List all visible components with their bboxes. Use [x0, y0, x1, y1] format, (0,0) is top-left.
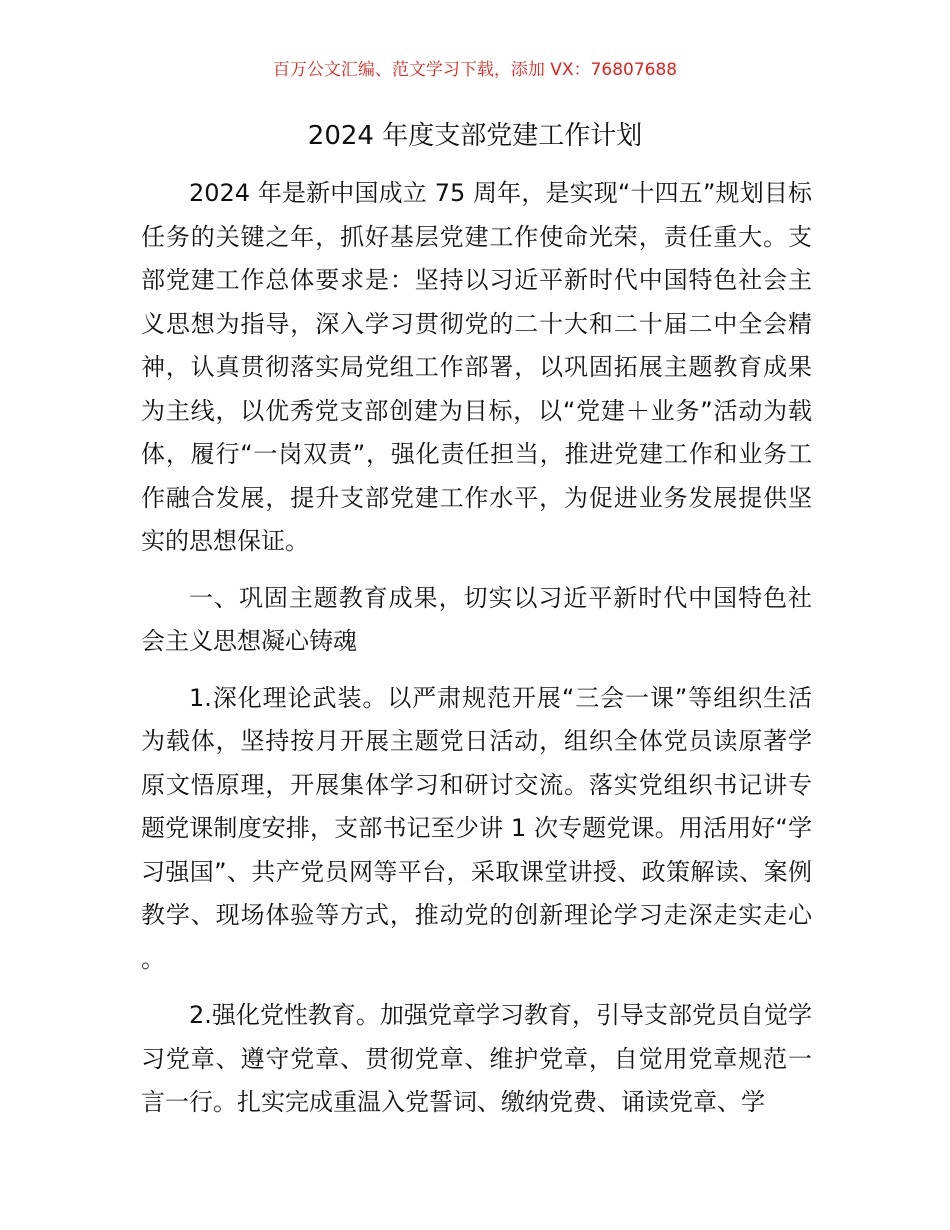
- section-heading-1: 一、巩固主题教育成果，切实以习近平新时代中国特色社会主义思想凝心铸魂: [141, 583, 812, 655]
- paragraph-item-2: 2.强化党性教育。加强党章学习教育，引导支部党员自觉学习党章、遵守党章、贯彻党章、维护党章，自觉用党章规范一言一行。扎实完成重温入党誓词、缴纳党费、诵读党章、学: [141, 1001, 812, 1116]
- paragraph-intro: 2024 年是新中国成立 75 周年，是实现“十四五”规划目标任务的关键之年，抓好基层党建工作使命光荣，责任重大。支部党建工作总体要求是：坚持以习近平新时代中国特色社会主义思想为指导，深入学习贯彻党的二十大和二十届二中全会精神，认真贯彻落实局党组工作部署，以巩固拓展主题教育成果为主线，以优秀党支部创建为目标，以“党建＋业务”活动为载体，履行“一岗双责”，强化责任担当，推进党建工作和业务工作融合发展，提升支部党建工作水平，为促进业务发展提供坚实的思想保证。: [141, 179, 812, 555]
- document-title: 2024 年度支部党建工作计划: [307, 121, 643, 151]
- paragraph-item-1: 1.深化理论武装。以严肃规范开展“三会一课”等组织生活为载体，坚持按月开展主题党日活动，组织全体党员读原著学原文悟原理，开展集体学习和研讨交流。落实党组织书记讲专题党课制度安排，支部书记至少讲 1 次专题党课。用活用好“学习强国”、共产党员网等平台，采取课堂讲授、政策解读、案例教学、现场体验等方式，推动党的创新理论学习走深走实走心。: [141, 683, 812, 973]
- document-body: [141, 172, 812, 1125]
- watermark-banner: 百万公文汇编、范文学习下载，添加 VX：76807688: [272, 60, 678, 80]
